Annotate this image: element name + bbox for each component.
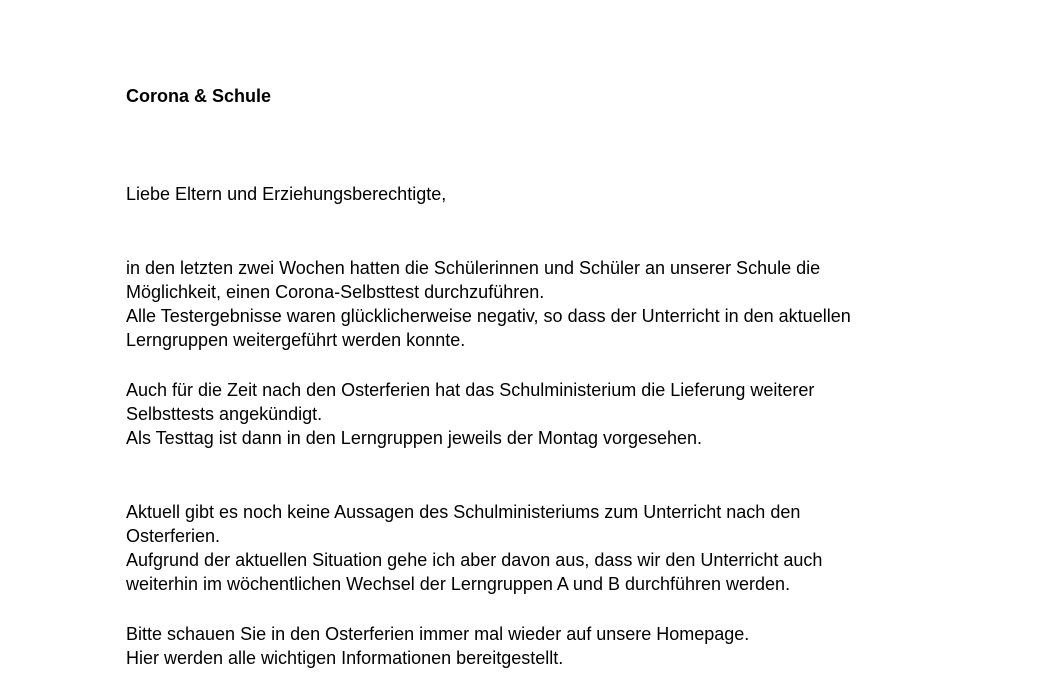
text-line: Hier werden alle wichtigen Informationen bereitgestellt. — [126, 648, 564, 668]
paragraph-self-tests — [126, 378, 814, 450]
text-line: Selbsttests angekündigt. — [126, 404, 323, 424]
text-line: Lerngruppen weitergeführt werden konnte. — [126, 330, 466, 350]
text-line: Alle Testergebnisse waren glücklicherweise negativ, so dass der Unterricht in den aktuellen — [126, 306, 851, 326]
text-line: Als Testtag ist dann in den Lerngruppen jeweils der Montag vorgesehen. — [126, 428, 703, 448]
text-line: Aufgrund der aktuellen Situation gehe ich aber davon aus, dass wir den Unterricht auch — [126, 550, 823, 570]
text-line: Aktuell gibt es noch keine Aussagen des Schulministeriums zum Unterricht nach den — [126, 502, 801, 522]
salutation: Liebe Eltern und Erziehungsberechtigte, — [126, 184, 447, 204]
text-line: in den letzten zwei Wochen hatten die Schülerinnen und Schüler an unserer Schule die — [126, 258, 821, 278]
text-line: weiterhin im wöchentlichen Wechsel der Lerngruppen A und B durchführen werden. — [126, 574, 791, 594]
document-title: Corona & Schule — [126, 86, 272, 106]
text-line: Möglichkeit, einen Corona-Selbsttest durchzuführen. — [126, 282, 545, 302]
text-line: Auch für die Zeit nach den Osterferien hat das Schulministerium die Lieferung weiterer — [126, 380, 815, 400]
paragraph-lessons — [126, 500, 822, 596]
paragraph-homepage — [126, 622, 749, 670]
text-line: Osterferien. — [126, 526, 221, 546]
text-line: Bitte schauen Sie in den Osterferien immer mal wieder auf unsere Homepage. — [126, 624, 750, 644]
paragraph-test-results — [126, 256, 851, 352]
